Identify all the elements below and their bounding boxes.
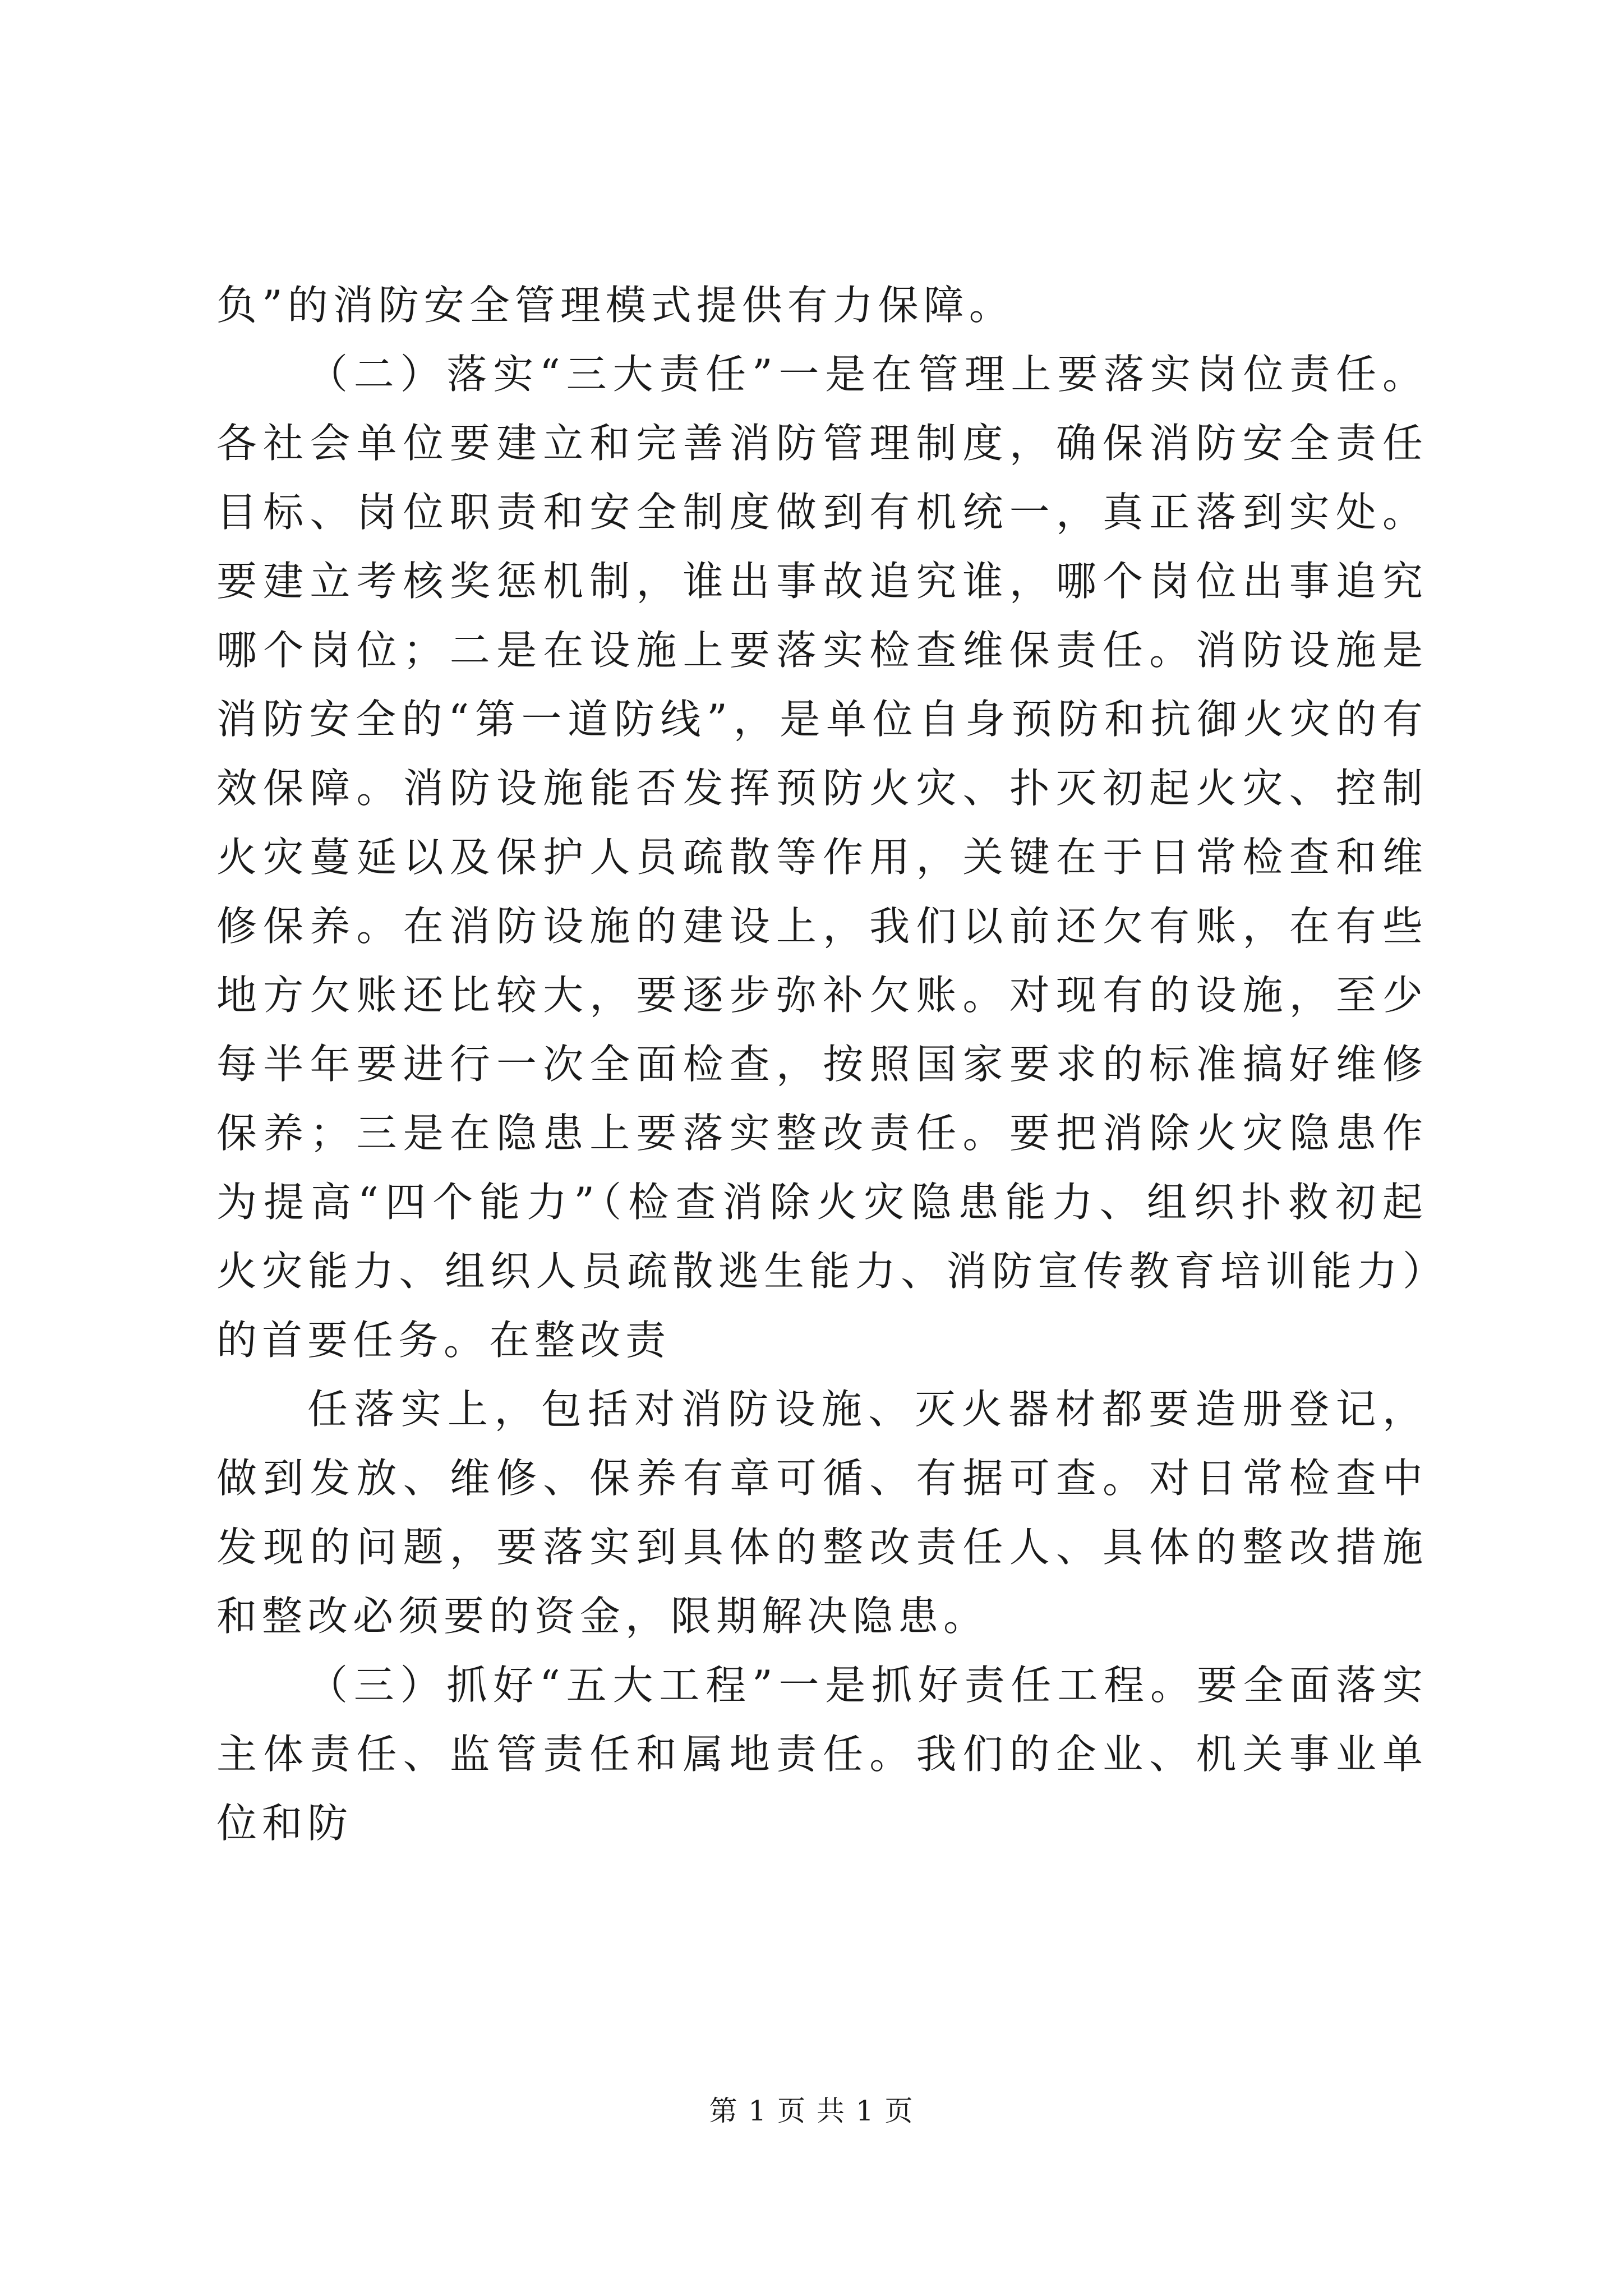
paragraph-4: （三）抓好“五大工程”一是抓好责任工程。要全面落实主体责任、监管责任和属地责任。我们的企业、机关事业单位和防 [216, 1662, 1428, 1847]
paragraph-1: 负”的消防安全管理模式提供有力保障。 [216, 282, 1015, 329]
paragraph-2: （二）落实“三大责任”一是在管理上要落实岗位责任。各社会单位要建立和完善消防管理制度，确保消防安全责任目标、岗位职责和安全制度做到有机统一，真正落到实处。要建立考核奖惩机制，谁出事故追究谁，哪个岗位出事追究哪个岗位；二是在设施上要落实检查维保责任。消防设施是消防安全的“第一道防线”，是单位自身预防和抗御火灾的有效保障。消防设施能否发挥预防火灾、扑灭初起火灾、控制火灾蔓延以及保护人员疏散等作用，关键在于日常检查和维修保养。在消防设施的建设上，我们以前还欠有账，在有些地方欠账还比较大，要逐步弥补欠账。对现有的设施，至少每半年要进行一次全面检查，按照国家要求的标准搞好维修保养；三是在隐患上要落实整改责任。要把消除火灾隐患作为提高“四个能力”（检查消除火灾隐患能力、组织扑救初起火灾能力、组织人员疏散逃生能力、消防宣传教育培训能力）的首要任务。在整改责 [216, 351, 1428, 1364]
paragraph-3: 任落实上，包括对消防设施、灭火器材都要造册登记，做到发放、维修、保养有章可循、有据可查。对日常检查中发现的问题，要落实到具体的整改责任人、具体的整改措施和整改必须要的资金，限期解决隐患。 [216, 1386, 1428, 1640]
page-footer: 第 1 页 共 1 页 [709, 2095, 914, 2127]
document-body [216, 271, 1428, 1858]
